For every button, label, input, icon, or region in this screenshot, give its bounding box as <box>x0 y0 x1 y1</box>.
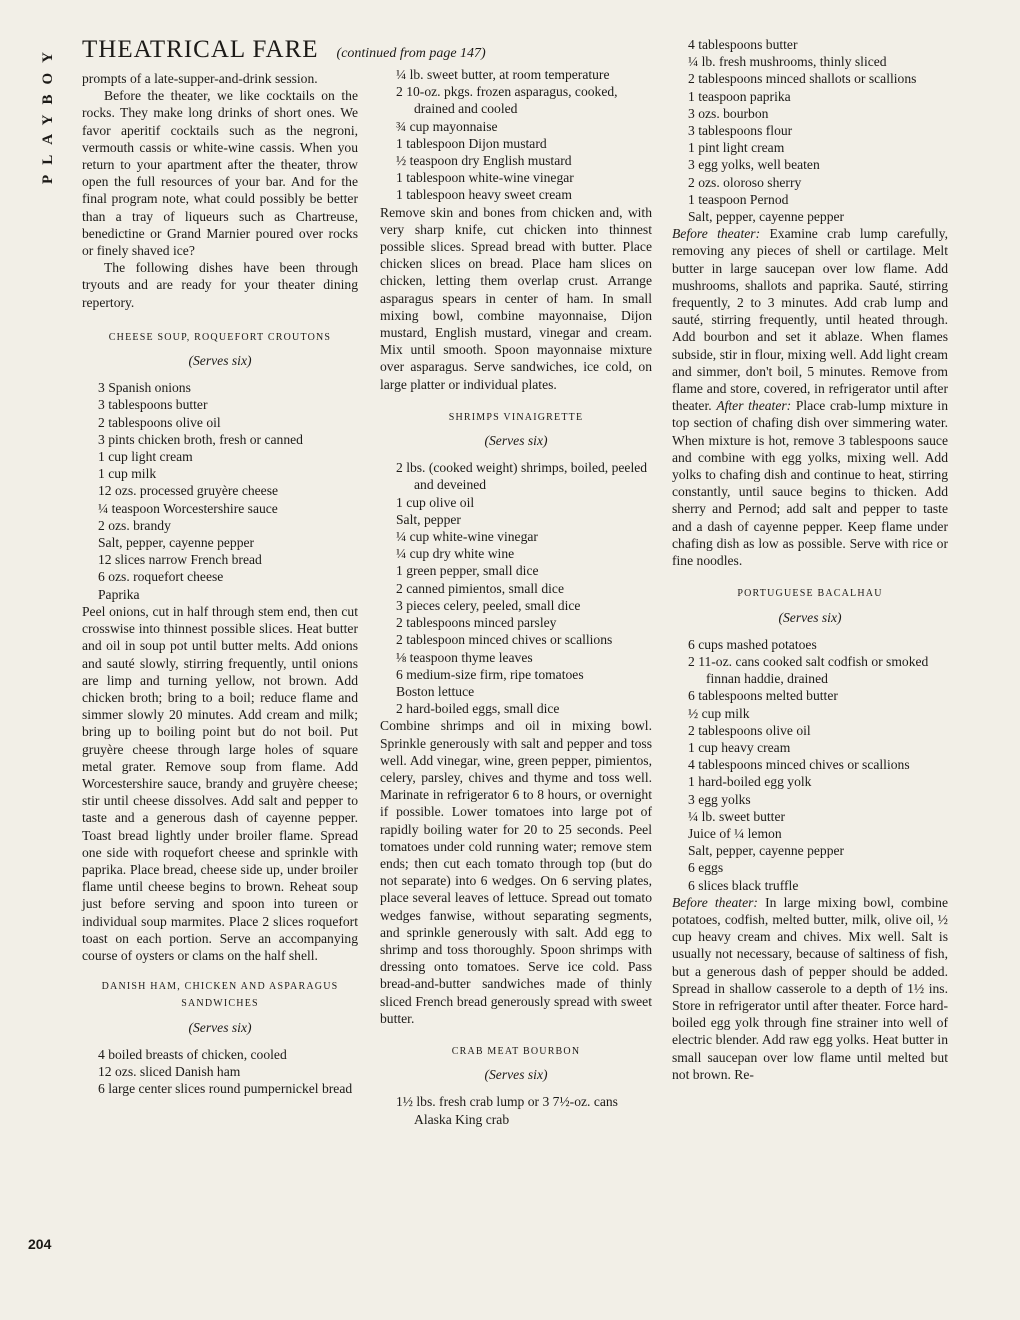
recipe-method <box>672 894 948 1083</box>
ingredient-list <box>380 459 652 717</box>
ingredient: ⅛ teaspoon thyme leaves <box>396 649 533 665</box>
ingredient: 2 ozs. brandy <box>98 517 171 533</box>
ingredient: 6 ozs. roquefort cheese <box>98 569 224 585</box>
ingredient: 1 teaspoon paprika <box>688 88 791 104</box>
ingredient: ¼ cup white-wine vinegar <box>396 529 538 545</box>
recipe-method <box>672 225 948 569</box>
step-text: Examine crab lump carefully, removing any pieces of shell or cartilage. Melt butter in large saucepan over low flame. Add mushrooms, shallots and paprika. Sauté, stirring frequently, 2 to 3 minutes. Add crab lump and sauté, stirring frequently, until heated through. Add bourbon and set it ablaze. When flames subside, stir in flour, mixing well. Add light cream and simmer, don't boil, 5 minutes. Remove from flame and store, covered, in refrigerator until after theater. <box>672 226 948 414</box>
recipe-serves: (Serves six) <box>484 433 548 449</box>
column-3 <box>672 36 948 1083</box>
ingredient: 2 tablespoons olive oil <box>688 722 811 738</box>
running-head <box>82 36 642 64</box>
ingredient: 1 cup olive oil <box>396 494 475 510</box>
ingredient: ¼ lb. sweet butter <box>688 808 786 824</box>
step-label: Before theater: <box>672 894 758 910</box>
ingredient-list <box>672 36 948 225</box>
continued-note: (continued from page 147) <box>336 46 486 61</box>
ingredient: 1 teaspoon Pernod <box>688 191 789 207</box>
ingredient: 1 pint light cream <box>688 140 785 156</box>
step-label: Before theater: <box>672 226 761 242</box>
ingredient: 2 tablespoons olive oil <box>98 414 221 430</box>
ingredient: 1 green pepper, small dice <box>396 563 539 579</box>
ingredient-list <box>82 379 358 603</box>
ingredient: 1 tablespoon Dijon mustard <box>396 135 547 151</box>
ingredient: 2 tablespoon minced chives or scallions <box>396 632 613 648</box>
ingredient: 4 tablespoons butter <box>688 37 798 52</box>
ingredient: 1 cup light cream <box>98 449 193 465</box>
recipe-method: Remove skin and bones from chicken and, with very sharp knife, cut chicken into thinnest possible slices. Spread bread with butter. Place chicken slices on bread. Place ham slices on chicken, letting them overlap crust. Arrange asparagus spears in center of ham. In small mixing bowl, combine mayonnaise, Dijon mustard, English mustard, vinegar and cream. Mix until smooth. Spoon mayonnaise mixture over asparagus. Serve sandwiches, ice cold, on large platter or individual plates. <box>380 204 652 392</box>
ingredient: 3 pints chicken broth, fresh or canned <box>98 431 303 447</box>
ingredient: 3 Spanish onions <box>98 380 191 396</box>
ingredient: Salt, pepper, cayenne pepper <box>98 535 255 551</box>
ingredient: 2 hard-boiled eggs, small dice <box>396 701 560 717</box>
step-label: After theater: <box>716 398 792 414</box>
ingredient: 2 canned pimientos, small dice <box>396 580 564 596</box>
ingredient: 6 cups mashed potatoes <box>688 636 817 652</box>
ingredient: 2 tablespoons minced parsley <box>396 615 557 631</box>
page-number: 204 <box>28 1236 52 1252</box>
ingredient: 6 large center slices round pumpernickel bread <box>98 1081 353 1097</box>
ingredient-list <box>380 1093 652 1127</box>
intro-paragraph: The following dishes have been through tryouts and are ready for your theater dining repertory. <box>82 260 358 310</box>
ingredient: ¼ lb. fresh mushrooms, thinly sliced <box>688 54 887 70</box>
ingredient: 3 tablespoons butter <box>98 397 208 413</box>
ingredient: 2 11-oz. cans cooked salt codfish or smoked finnan haddie, drained <box>688 653 929 687</box>
ingredient: Salt, pepper <box>396 511 461 527</box>
recipe-title: SHRIMPS VINAIGRETTE <box>448 411 584 423</box>
ingredient: 1 cup milk <box>98 466 157 482</box>
ingredient-list <box>82 1046 358 1098</box>
column-2 <box>380 66 652 1128</box>
ingredient: 3 egg yolks, well beaten <box>688 157 820 173</box>
ingredient-list <box>672 636 948 894</box>
ingredient: 6 medium-size firm, ripe tomatoes <box>396 666 584 682</box>
recipe-title: DANISH HAM, CHICKEN AND ASPARAGUS SANDWICHES <box>101 981 339 1010</box>
recipe-serves: (Serves six) <box>188 1019 252 1035</box>
article-title: THEATRICAL FARE <box>82 36 319 63</box>
step-text: In large mixing bowl, combine potatoes, codfish, melted butter, milk, olive oil, ½ cup heavy cream and chives. Mix well. Salt is usually not necessary, because of saltiness of fish, but a generous dash of pepper should be added. Spread in shallow casserole to a depth of 1½ ins. Store in refrigerator until after theater. Force hard-boiled egg yolk through fine strainer into well of electric blender. Add raw egg yolks. Heat butter in small saucepan over low flame until melted but not brown. Re- <box>672 894 948 1082</box>
recipe-title: CHEESE SOUP, ROQUEFORT CROUTONS <box>108 331 332 343</box>
ingredient: ¼ cup dry white wine <box>396 546 515 562</box>
ingredient: 1 cup heavy cream <box>688 739 791 755</box>
ingredient: 3 tablespoons flour <box>688 123 793 139</box>
ingredient: 2 ozs. oloroso sherry <box>688 174 802 190</box>
ingredient: Salt, pepper, cayenne pepper <box>688 209 845 225</box>
ingredient: 6 tablespoons melted butter <box>688 688 838 704</box>
column-1 <box>82 70 358 1097</box>
ingredient: 12 slices narrow French bread <box>98 552 262 568</box>
step-text: Place crab-lump mixture in top section of chafing dish over simmering water. When mixture is hot, remove 3 tablespoons sauce and combine with egg yolks, mixing well. Add yolks to chafing dish and continue to heat, stirring constantly, until sauce begins to thicken. Add sherry and Pernod; add salt and pepper to taste and a dash of cayenne pepper. Keep flame under chafing dish as low as possible. Serve with rice or fine noodles. <box>672 398 948 569</box>
recipe-serves: (Serves six) <box>484 1067 548 1083</box>
ingredient: 12 ozs. sliced Danish ham <box>98 1063 241 1079</box>
ingredient: 3 pieces celery, peeled, small dice <box>396 597 581 613</box>
ingredient: 3 ozs. bourbon <box>688 105 769 121</box>
ingredient: 4 tablespoons minced chives or scallions <box>688 757 910 773</box>
ingredient: ¼ teaspoon Worcestershire sauce <box>98 500 278 516</box>
ingredient: ½ teaspoon dry English mustard <box>396 153 572 169</box>
ingredient: Juice of ¼ lemon <box>688 825 782 841</box>
recipe-method: Combine shrimps and oil in mixing bowl. Sprinkle generously with salt and pepper and toss well. Add vinegar, wine, green pepper, pimientos, celery, parsley, chives and thyme and toss well. Marinate in refrigerator 6 to 8 hours, or overnight if possible. Lower tomatoes into large pot of rapidly boiling water for 20 to 25 seconds. Peel tomatoes under cold running water; remove stem ends; then cut each tomato through top (but do not separate) into 6 wedges. On 6 serving plates, place several leaves of lettuce. Spread out tomato wedges fanwise, without separating segments, and sprinkle generously with salt. Add egg to shrimp and toss thoroughly. Spoon shrimps with dressing onto tomatoes. Serve ice cold. Pass bread-and-butter sandwiches made of thinly sliced French bread generously spread with sweet butter. <box>380 718 652 1026</box>
magazine-sideband: PLAYBOY <box>40 42 56 184</box>
ingredient: 1 tablespoon white-wine vinegar <box>396 170 574 186</box>
recipe-method: Peel onions, cut in half through stem end, then cut crosswise into thinnest possible slices. Heat butter and oil in soup pot until butter melts. Add onions and sauté slowly, stirring frequently, until onions are limp and turning yellow, not brown. Add chicken broth; bring to a boil; reduce flame and simmer slowly 20 minutes. Add cream and milk; bring up to boiling point but do not boil. Put gruyère cheese through large holes of square metal grater. Remove soup from flame. Add Worcestershire sauce, brandy and gruyère cheese; stir until cheese dissolves. Add salt and pepper to taste and a generous dash of cayenne pepper. Toast bread lightly under broiler flame. Spread one side with roquefort cheese and sprinkle with paprika. Place bread, cheese side up, under broiler flame until cheese begins to brown. Reheat soup just before serving and spoon into tureen or individual soup marmites. Place 2 slices roquefort toast on each portion. Serve an accompanying course of oysters or clams on the half shell. <box>82 603 358 963</box>
recipe-serves: (Serves six) <box>778 609 842 625</box>
ingredient: 1½ lbs. fresh crab lump or 3 7½-oz. cans Alaska King crab <box>396 1094 618 1127</box>
ingredient-list <box>380 66 652 204</box>
ingredient: 3 egg yolks <box>688 791 751 807</box>
intro-paragraph: Before the theater, we like cocktails on the rocks. They make long drinks of short ones. We favor aperitif cocktails such as the negroni, vermouth cassis or white-wine cassis. When you return to your apartment after the theater, throw open the full resources of your bar. And for the final program note, what could possibly be better than a tray of liqueurs such as Chartreuse, benedictine or Grand Marnier poured over rocks or finely shaved ice? <box>82 88 358 259</box>
ingredient: 4 boiled breasts of chicken, cooled <box>98 1046 287 1062</box>
ingredient: 12 ozs. processed gruyère cheese <box>98 483 279 499</box>
ingredient: 1 tablespoon heavy sweet cream <box>396 187 572 203</box>
ingredient: 6 eggs <box>688 860 724 876</box>
ingredient: ½ cup milk <box>688 705 750 721</box>
ingredient: Paprika <box>98 586 140 602</box>
ingredient: 2 10-oz. pkgs. frozen asparagus, cooked, drained and cooled <box>396 84 618 117</box>
ingredient: ¾ cup mayonnaise <box>396 118 498 134</box>
recipe-serves: (Serves six) <box>188 353 252 369</box>
recipe-title: PORTUGUESE BACALHAU <box>737 588 883 600</box>
ingredient: 2 lbs. (cooked weight) shrimps, boiled, peeled and deveined <box>396 460 648 493</box>
ingredient: 1 hard-boiled egg yolk <box>688 774 812 790</box>
ingredient: ¼ lb. sweet butter, at room temperature <box>396 67 610 82</box>
ingredient: Boston lettuce <box>396 683 475 699</box>
ingredient: 6 slices black truffle <box>688 877 799 893</box>
intro-paragraph: prompts of a late-supper-and-drink session. <box>82 71 318 86</box>
ingredient: 2 tablespoons minced shallots or scallions <box>688 71 917 87</box>
recipe-title: CRAB MEAT BOURBON <box>451 1045 581 1057</box>
ingredient: Salt, pepper, cayenne pepper <box>688 843 845 859</box>
